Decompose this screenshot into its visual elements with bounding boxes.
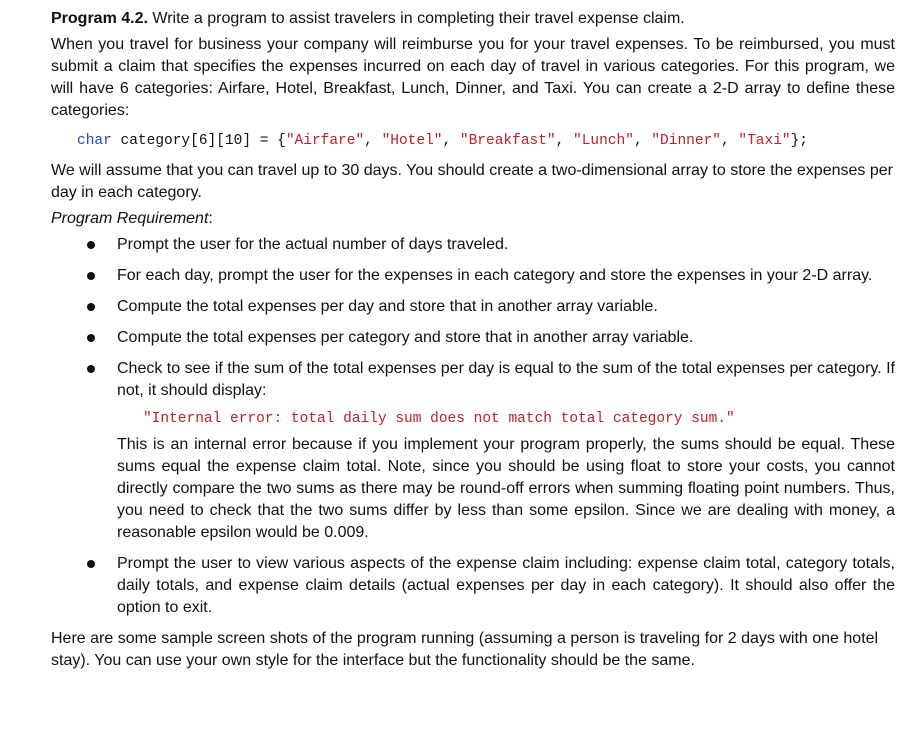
bullet-icon	[87, 365, 95, 373]
code-string: "Airfare"	[285, 133, 365, 149]
program-label: Program 4.2.	[51, 10, 148, 27]
list-item	[51, 358, 895, 544]
list-item	[51, 265, 895, 287]
list-item-text: Prompt the user for the actual number of days traveled.	[117, 236, 509, 253]
code-string: "Taxi"	[738, 133, 791, 149]
code-separator: ,	[442, 133, 460, 149]
assumption-paragraph: We will assume that you can travel up to 30 days. You should create a two-dimensional array to store the expenses per day in each category.	[51, 162, 893, 201]
code-declaration: category[6][10] = {	[111, 133, 286, 149]
code-block	[77, 130, 895, 152]
code-separator: ,	[720, 133, 739, 149]
code-closing: };	[790, 133, 809, 149]
program-title: Write a program to assist travelers in completing their travel expense claim.	[152, 10, 685, 27]
requirements-list	[51, 234, 895, 619]
code-string: "Hotel"	[381, 133, 443, 149]
list-item-text: Prompt the user to view various aspects of the expense claim including: expense claim total, category totals, daily totals, and expense claim details (actual expenses per day in each category). It should also offer the option to exit.	[117, 555, 895, 616]
requirements-colon: :	[208, 210, 213, 227]
error-message: "Internal error: total daily sum does not match total category sum."	[143, 411, 735, 427]
code-keyword: char	[77, 133, 112, 149]
code-string: "Breakfast"	[459, 133, 556, 149]
list-item	[51, 327, 895, 349]
code-separator: ,	[555, 133, 574, 149]
requirements-heading: Program Requirement	[51, 210, 209, 227]
bullet-icon	[87, 560, 95, 568]
bullet-icon	[87, 334, 95, 342]
code-separator: ,	[364, 133, 382, 149]
error-explanation: This is an internal error because if you implement your program properly, the sums should be equal. These sums equal the expense claim total. Note, since you should be using float to store your costs, you cannot directly compare the two sums as there may be round-off errors when summing floating point numbers. Thus, you need to check that the two sums differ by less than some epsilon. Since we are dealing with money, a reasonable epsilon would be 0.009.	[117, 436, 895, 541]
list-item-text: Compute the total expenses per day and store that in another array variable.	[117, 298, 658, 315]
intro-paragraph: When you travel for business your company will reimburse you for your travel expenses. To be reimbursed, you must submit a claim that specifies the expenses incurred on each day of travel in various categories. For this program, we will have 6 categories: Airfare, Hotel, Breakfast, Lunch, Dinner, and Taxi. You can create a 2-D array to define these categories:	[51, 36, 895, 119]
list-item	[51, 234, 895, 256]
program-title-line	[51, 8, 895, 30]
list-item	[51, 553, 895, 619]
bullet-icon	[87, 241, 95, 249]
list-item	[51, 296, 895, 318]
code-string: "Dinner"	[651, 133, 721, 149]
code-separator: ,	[633, 133, 652, 149]
closing-paragraph: Here are some sample screen shots of the program running (assuming a person is traveling for 2 days with one hotel stay). You can use your own style for the interface but the functionality should be the same.	[51, 630, 879, 669]
bullet-icon	[87, 303, 95, 311]
list-item-text: Check to see if the sum of the total expenses per day is equal to the sum of the total expenses per category. If not, it should display:	[117, 360, 895, 399]
code-string: "Lunch"	[573, 133, 634, 149]
bullet-icon	[87, 272, 95, 280]
requirements-heading-line	[51, 208, 895, 230]
list-item-text: For each day, prompt the user for the expenses in each category and store the expenses in your 2-D array.	[117, 267, 873, 284]
list-item-text: Compute the total expenses per category and store that in another array variable.	[117, 329, 694, 346]
